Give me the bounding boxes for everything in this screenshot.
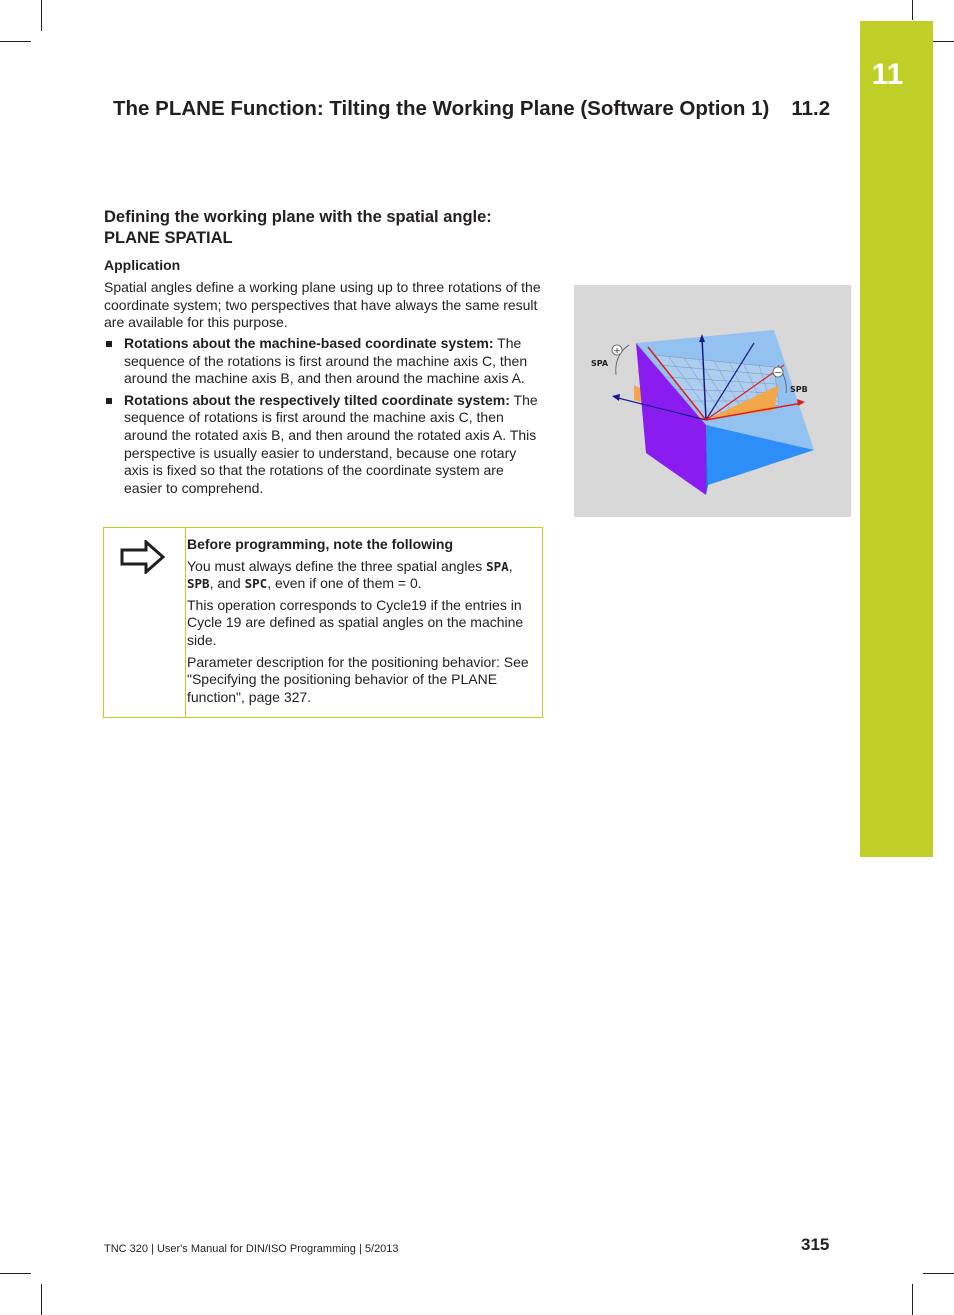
crop-mark	[912, 0, 913, 20]
footer-text: TNC 320 | User's Manual for DIN/ISO Programming | 5/2013	[104, 1243, 399, 1255]
crop-mark	[0, 41, 31, 42]
list-item	[104, 392, 544, 498]
running-head	[113, 97, 853, 121]
note-content	[187, 536, 532, 710]
note-paragraph	[187, 558, 532, 593]
code-spa: SPA	[486, 558, 509, 574]
crop-mark	[41, 0, 42, 31]
section-number: 11.2	[791, 97, 831, 120]
axis-a-arrow-icon	[612, 394, 620, 401]
note-box	[103, 527, 543, 718]
bullet-text: The sequence of the rotations is first around the machine axis C, then around the machine axis B, and then around the machine axis A.	[124, 335, 528, 387]
crop-mark	[923, 1273, 954, 1274]
bullet-bold: Rotations about the machine-based coordinate system:	[124, 335, 494, 351]
note-title: Before programming, note the following	[187, 536, 453, 552]
note-divider	[185, 528, 186, 717]
intro-paragraph: Spatial angles define a working plane using up to three rotations of the coordinate system; two perspectives that have always the same result are available for this purpose.	[104, 279, 541, 331]
note-paragraph: Parameter description for the positioning behavior: See "Specifying the positioning behavior of the PLANE function", page 327.	[187, 653, 529, 705]
spb-label: SPB	[790, 385, 808, 394]
bullet-square-icon	[106, 341, 112, 347]
note-text: You must always define the three spatial angles	[187, 557, 487, 574]
plus-label: +	[613, 346, 621, 357]
section-title	[104, 207, 554, 249]
spatial-angle-figure	[574, 285, 851, 517]
bullet-bold: Rotations about the respectively tilted coordinate system:	[124, 391, 510, 408]
crop-mark	[0, 1273, 31, 1274]
crop-mark	[912, 1284, 913, 1315]
spa-label: SPA	[591, 359, 609, 368]
section-title-line1: Defining the working plane with the spatial angle:	[104, 208, 492, 226]
bullet-list	[104, 335, 544, 501]
minus-label: −	[774, 368, 782, 379]
crop-mark	[933, 41, 954, 42]
axis-x-arrow-icon	[797, 399, 805, 406]
note-text: , and	[209, 575, 245, 592]
chapter-tab	[860, 21, 933, 857]
bullet-square-icon	[106, 398, 112, 404]
list-item	[104, 335, 544, 388]
chapter-number: 11	[871, 58, 904, 91]
code-spc: SPC	[244, 576, 268, 592]
crop-mark	[41, 1284, 42, 1315]
code-spb: SPB	[187, 576, 210, 592]
note-text: ,	[508, 557, 513, 574]
plane-illustration	[574, 285, 851, 517]
note-text: , even if one of them = 0.	[267, 575, 422, 592]
bullet-text: The sequence of rotations is first around the machine axis C, then around the rotated axis B, and then around the rotated axis A. This perspective is usually easier to understand, because one rotary axis is fixed so that the rotations of the coordinate system are easier to comprehend.	[124, 391, 538, 496]
section-title-line2: PLANE SPATIAL	[104, 229, 233, 247]
subheading: Application	[104, 257, 181, 273]
right-arrow-icon	[120, 540, 166, 574]
running-title: The PLANE Function: Tilting the Working Plane (Software Option 1)	[113, 97, 770, 120]
note-paragraph: This operation corresponds to Cycle19 if the entries in Cycle 19 are defined as spatial angles on the machine side.	[187, 596, 524, 648]
page-number: 315	[801, 1235, 830, 1254]
